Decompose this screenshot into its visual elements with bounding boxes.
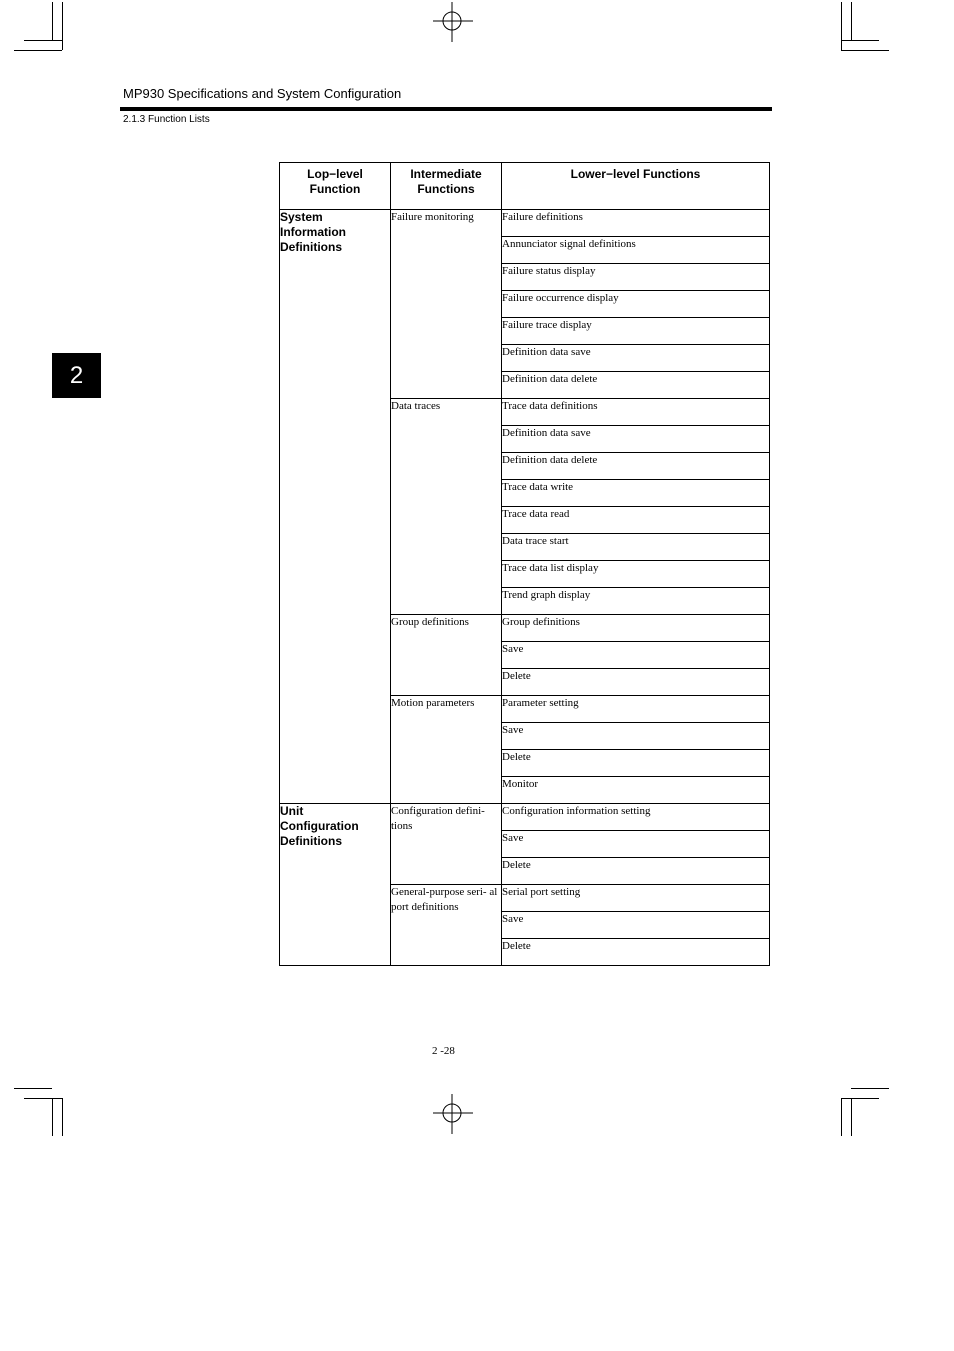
function-list-table	[279, 162, 770, 966]
intermediate-cell: Failure monitoring	[391, 210, 502, 399]
lower-cell: Definition data delete	[502, 453, 770, 480]
lower-cell: Failure status display	[502, 264, 770, 291]
lower-cell: Save	[502, 642, 770, 669]
registration-mark-bottom	[433, 1094, 473, 1134]
header-intermediate: Intermediate Functions	[391, 163, 502, 210]
intermediate-cell: Motion parameters	[391, 696, 502, 804]
lower-cell: Annunciator signal definitions	[502, 237, 770, 264]
registration-mark-top	[433, 2, 473, 42]
lower-cell: Trace data list display	[502, 561, 770, 588]
table-header-row	[280, 163, 770, 210]
header-lower-level: Lower−level Functions	[502, 163, 770, 210]
section-label: 2.1.3 Function Lists	[123, 114, 210, 125]
lower-cell: Save	[502, 912, 770, 939]
running-title: MP930 Specifications and System Configuration	[123, 86, 402, 101]
table-row	[280, 210, 770, 237]
lower-cell: Save	[502, 831, 770, 858]
page-number: 2 -28	[432, 1045, 455, 1057]
lower-cell: Failure occurrence display	[502, 291, 770, 318]
lower-cell: Failure definitions	[502, 210, 770, 237]
lower-cell: Delete	[502, 858, 770, 885]
top-level-cell: Unit Configuration Definitions	[280, 804, 391, 966]
header-rule	[120, 107, 772, 111]
lower-cell: Trace data read	[502, 507, 770, 534]
lower-cell: Trend graph display	[502, 588, 770, 615]
lower-cell: Trace data definitions	[502, 399, 770, 426]
lower-cell: Definition data delete	[502, 372, 770, 399]
lower-cell: Definition data save	[502, 345, 770, 372]
top-level-cell: System Information Definitions	[280, 210, 391, 804]
lower-cell: Serial port setting	[502, 885, 770, 912]
chapter-tab: 2	[52, 353, 101, 398]
lower-cell: Configuration information setting	[502, 804, 770, 831]
lower-cell: Group definitions	[502, 615, 770, 642]
lower-cell: Delete	[502, 750, 770, 777]
intermediate-cell: Group definitions	[391, 615, 502, 696]
lower-cell: Delete	[502, 939, 770, 966]
lower-cell: Definition data save	[502, 426, 770, 453]
lower-cell: Monitor	[502, 777, 770, 804]
table-row	[280, 804, 770, 831]
lower-cell: Parameter setting	[502, 696, 770, 723]
lower-cell: Save	[502, 723, 770, 750]
header-top-level: Lop−level Function	[280, 163, 391, 210]
lower-cell: Data trace start	[502, 534, 770, 561]
lower-cell: Delete	[502, 669, 770, 696]
lower-cell: Trace data write	[502, 480, 770, 507]
intermediate-cell: General-purpose seri- al port definitions	[391, 885, 502, 966]
intermediate-cell: Configuration defini- tions	[391, 804, 502, 885]
lower-cell: Failure trace display	[502, 318, 770, 345]
intermediate-cell: Data traces	[391, 399, 502, 615]
